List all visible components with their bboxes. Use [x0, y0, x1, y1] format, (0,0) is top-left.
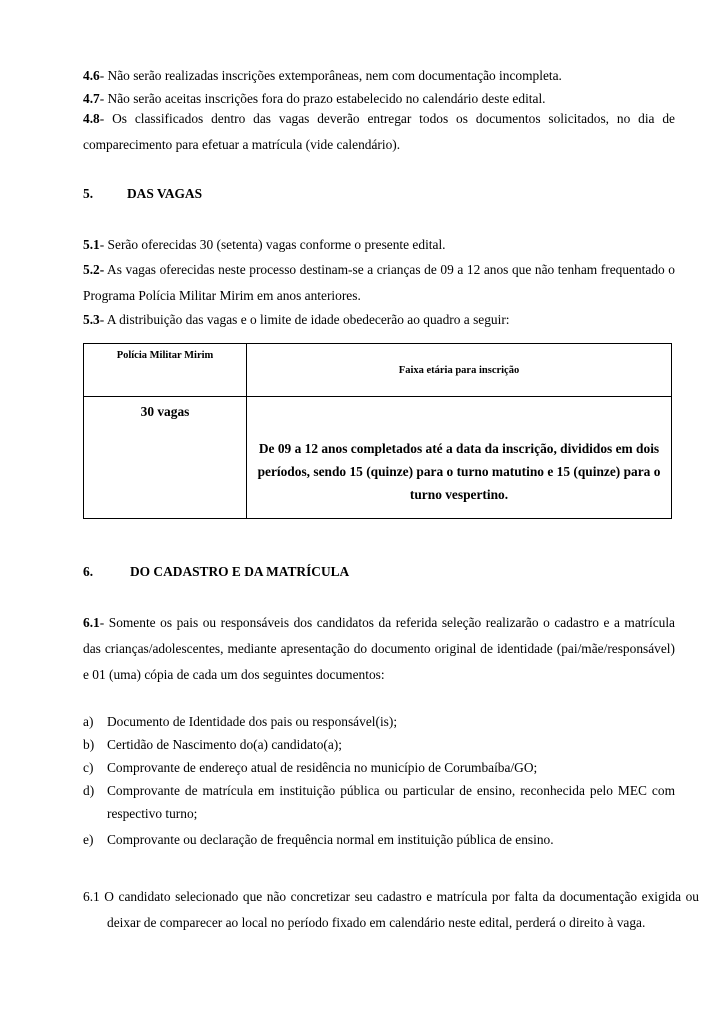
list-item	[83, 756, 675, 779]
section-6-heading	[83, 564, 483, 584]
item-5-1	[83, 233, 675, 256]
list-item-text: Comprovante de endereço atual de residência no município de Corumbaíba/GO;	[107, 760, 538, 775]
list-marker: c)	[83, 760, 94, 775]
list-item-text: Documento de Identidade dos pais ou responsável(is);	[107, 714, 398, 729]
item-6-1	[83, 610, 675, 688]
list-item	[83, 779, 675, 825]
section-5-heading	[83, 186, 383, 206]
list-marker: a)	[83, 714, 94, 729]
list-item	[83, 828, 675, 851]
section-title: DAS VAGAS	[127, 186, 203, 201]
item-text: - Não serão realizadas inscrições extemporâneas, nem com documentação incompleta.	[99, 68, 562, 83]
item-text: - Serão oferecidas 30 (setenta) vagas conforme o presente edital.	[99, 237, 446, 252]
item-number: 4.7	[83, 91, 100, 106]
table-row	[84, 397, 672, 519]
list-marker: b)	[83, 737, 95, 752]
item-5-2	[83, 257, 675, 309]
item-5-3	[83, 308, 675, 331]
item-number: 4.8	[83, 111, 100, 126]
item-text: - Não serão aceitas inscrições fora do prazo estabelecido no calendário deste edital.	[99, 91, 546, 106]
section-number: 6.	[83, 564, 94, 579]
list-marker: d)	[83, 783, 95, 798]
table-header-row	[84, 344, 672, 397]
section-number: 5.	[83, 186, 94, 201]
item-number: 5.1	[83, 237, 100, 252]
documents-list	[83, 710, 675, 851]
item-4-6	[83, 64, 675, 87]
item-text: - A distribuição das vagas e o limite de idade obedecerão ao quadro a seguir:	[99, 312, 510, 327]
list-item-text: Comprovante de matrícula em instituição pública ou particular de ensino, reconhecida pelo MEC com respectivo turno;	[107, 783, 675, 821]
item-number: 5.2-	[83, 262, 105, 277]
list-marker: e)	[83, 832, 94, 847]
list-item	[83, 710, 675, 733]
list-item-text: Comprovante ou declaração de frequência normal em instituição pública de ensino.	[107, 832, 554, 847]
table-header-cell: Faixa etária para inscrição	[247, 344, 672, 397]
item-text: - Os classificados dentro das vagas deverão entregar todos os documentos solicitados, no dia de comparecimento para efetuar a matrícula (vide calendário).	[83, 111, 675, 152]
section-title: DO CADASTRO E DA MATRÍCULA	[130, 564, 350, 579]
item-4-8	[83, 106, 675, 158]
final-note: 6.1 O candidato selecionado que não concretizar seu cadastro e matrícula por falta da documentação exigida ou deixar de comparecer ao local no período fixado em calendário neste edital, perderá o direito à vaga.	[83, 889, 699, 930]
item-number: 6.1	[83, 615, 100, 630]
list-item-text: Certidão de Nascimento do(a) candidato(a);	[107, 737, 342, 752]
list-item	[83, 733, 675, 756]
table-cell: 30 vagas	[84, 397, 247, 519]
item-text: - Somente os pais ou responsáveis dos candidatos da referida seleção realizarão o cadastro e a matrícula das crianças/adolescentes, mediante apresentação do documento original de identidade (pai/mãe/responsável) e 01 (uma) cópia de cada um dos seguintes documentos:	[83, 615, 675, 682]
table-header-cell: Polícia Militar Mirim	[84, 344, 247, 397]
item-text: As vagas oferecidas neste processo destinam-se a crianças de 09 a 12 anos que não tenham frequentado o Programa Polícia Militar Mirim em anos anteriores.	[83, 262, 675, 303]
item-number: 5.3	[83, 312, 100, 327]
vagas-table	[83, 343, 672, 519]
table-cell: De 09 a 12 anos completados até a data da inscrição, divididos em dois períodos, sendo 15 (quinze) para o turno matutino e 15 (quinze) para o turno vespertino.	[247, 397, 672, 519]
item-number: 4.6	[83, 68, 100, 83]
